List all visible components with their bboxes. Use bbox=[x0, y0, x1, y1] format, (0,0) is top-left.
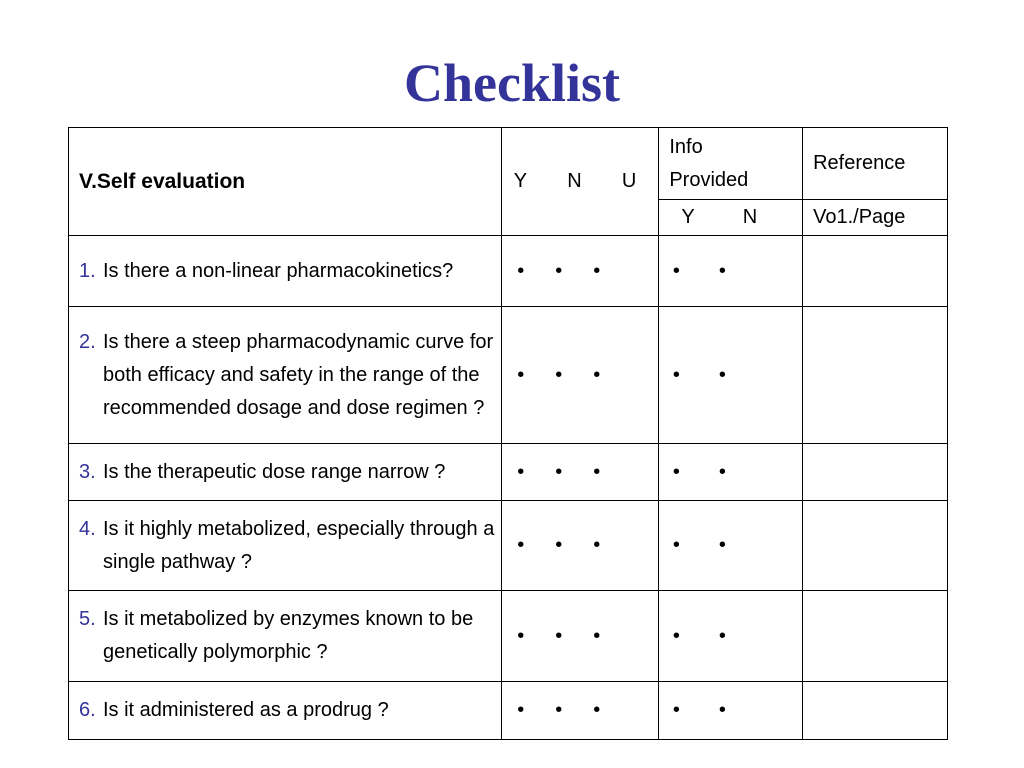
ynu-header bbox=[501, 128, 659, 236]
info-yn-header bbox=[659, 200, 803, 236]
table-row bbox=[69, 591, 948, 682]
info-options bbox=[659, 236, 803, 307]
question-cell bbox=[69, 444, 502, 501]
ynu-options bbox=[501, 501, 659, 591]
n-option[interactable]: • bbox=[555, 624, 563, 647]
n-option[interactable]: • bbox=[555, 534, 563, 556]
reference-cell[interactable] bbox=[803, 307, 948, 444]
info-options bbox=[659, 501, 803, 591]
slide-title: Checklist bbox=[404, 53, 620, 113]
section-label: V.Self evaluation bbox=[69, 128, 502, 236]
y-option[interactable]: • bbox=[517, 624, 525, 647]
reference-cell[interactable] bbox=[803, 501, 948, 591]
info-y-header: Y bbox=[681, 206, 695, 228]
y-option[interactable]: • bbox=[517, 534, 525, 556]
table-row bbox=[69, 682, 948, 740]
y-option[interactable]: • bbox=[517, 363, 525, 386]
info-options bbox=[659, 682, 803, 740]
u-header: U bbox=[621, 170, 637, 192]
table-row bbox=[69, 501, 948, 591]
info-n-option[interactable]: • bbox=[718, 699, 726, 721]
u-option[interactable]: • bbox=[593, 259, 601, 282]
question-number: 4. bbox=[79, 517, 96, 540]
reference-cell[interactable] bbox=[803, 236, 948, 307]
reference-header: Reference bbox=[803, 128, 948, 200]
question-text: Is there a non-linear pharmacokinetics? bbox=[103, 259, 454, 282]
u-option[interactable]: • bbox=[593, 699, 601, 721]
u-option[interactable]: • bbox=[593, 460, 601, 483]
ynu-options bbox=[501, 591, 659, 682]
header-row-top bbox=[69, 128, 948, 200]
question-cell bbox=[69, 682, 502, 740]
info-y-option[interactable]: • bbox=[672, 534, 680, 556]
question-cell bbox=[69, 236, 502, 307]
volume-page-header: Vo1./Page bbox=[803, 200, 948, 236]
n-option[interactable]: • bbox=[555, 363, 563, 386]
ynu-options bbox=[501, 682, 659, 740]
info-n-option[interactable]: • bbox=[718, 534, 726, 556]
y-option[interactable]: • bbox=[517, 460, 525, 483]
u-option[interactable]: • bbox=[593, 624, 601, 647]
reference-cell[interactable] bbox=[803, 591, 948, 682]
question-number: 1. bbox=[79, 259, 96, 282]
checklist-table bbox=[68, 127, 948, 740]
info-y-option[interactable]: • bbox=[672, 259, 680, 282]
question-number: 2. bbox=[79, 330, 96, 353]
question-text: Is it highly metabolized, especially through a single pathway ? bbox=[103, 517, 495, 573]
table-row bbox=[69, 236, 948, 307]
info-y-option[interactable]: • bbox=[672, 624, 680, 647]
n-option[interactable]: • bbox=[555, 259, 563, 282]
y-option[interactable]: • bbox=[517, 699, 525, 721]
question-cell bbox=[69, 501, 502, 591]
info-n-option[interactable]: • bbox=[718, 460, 726, 483]
n-header: N bbox=[567, 170, 582, 192]
question-text: Is it administered as a prodrug ? bbox=[103, 699, 389, 721]
info-n-option[interactable]: • bbox=[718, 624, 726, 647]
info-y-option[interactable]: • bbox=[672, 699, 680, 721]
question-text: Is it metabolized by enzymes known to be genetically polymorphic ? bbox=[103, 608, 474, 663]
y-option[interactable]: • bbox=[517, 259, 525, 282]
question-number: 6. bbox=[79, 699, 96, 721]
n-option[interactable]: • bbox=[555, 460, 563, 483]
ynu-options bbox=[501, 444, 659, 501]
table-row bbox=[69, 307, 948, 444]
info-options bbox=[659, 591, 803, 682]
info-n-option[interactable]: • bbox=[718, 259, 726, 282]
question-cell bbox=[69, 307, 502, 444]
u-option[interactable]: • bbox=[593, 534, 601, 556]
y-header: Y bbox=[513, 170, 528, 192]
question-number: 3. bbox=[79, 460, 96, 483]
question-text: Is the therapeutic dose range narrow ? bbox=[103, 460, 446, 483]
table-row bbox=[69, 444, 948, 501]
question-number: 5. bbox=[79, 608, 96, 630]
reference-cell[interactable] bbox=[803, 444, 948, 501]
info-options bbox=[659, 307, 803, 444]
question-cell bbox=[69, 591, 502, 682]
info-y-option[interactable]: • bbox=[672, 363, 680, 386]
ynu-options bbox=[501, 236, 659, 307]
ynu-options bbox=[501, 307, 659, 444]
u-option[interactable]: • bbox=[593, 363, 601, 386]
info-provided-header: Info Provided bbox=[659, 128, 803, 200]
question-text: Is there a steep pharmacodynamic curve for both efficacy and safety in the range of the recommended dosage and dose regimen ? bbox=[103, 330, 494, 419]
info-n-header: N bbox=[742, 206, 758, 228]
info-n-option[interactable]: • bbox=[718, 363, 726, 386]
info-options bbox=[659, 444, 803, 501]
info-y-option[interactable]: • bbox=[672, 460, 680, 483]
n-option[interactable]: • bbox=[555, 699, 563, 721]
reference-cell[interactable] bbox=[803, 682, 948, 740]
